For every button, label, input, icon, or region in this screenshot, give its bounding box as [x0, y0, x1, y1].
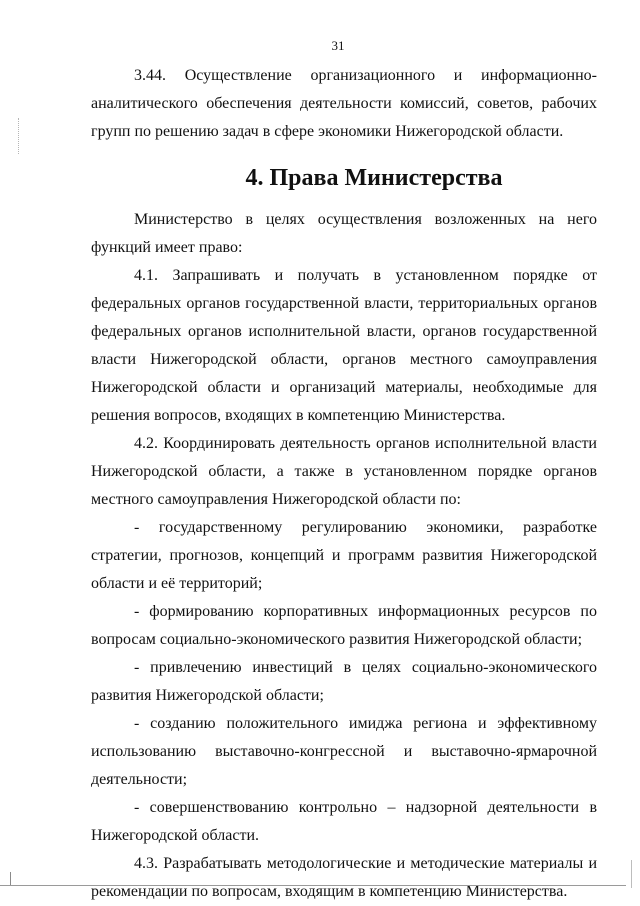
- scan-artifact-right-edge: [631, 860, 632, 888]
- paragraph-4-2: 4.2. Координировать деятельность органов исполнительной власти Нижегородской области, а также в установленном порядке органов местного самоуправления Нижегородской области по:: [91, 435, 597, 508]
- paragraph-3-44: 3.44. Осуществление организационного и информационно-аналитического обеспечения деятельности комиссий, советов, рабочих групп по решению задач в сфере экономики Нижегородской области.: [91, 67, 597, 140]
- subitem-economy-regulation: - государственному регулированию экономики, разработке стратегии, прогнозов, концепций и программ развития Нижегородской области и её территорий;: [91, 519, 597, 592]
- section-lead: Министерство в целях осуществления возложенных на него функций имеет право:: [91, 211, 597, 256]
- page-number: 31: [331, 38, 345, 53]
- paragraph-4-1: 4.1. Запрашивать и получать в установленном порядке от федеральных органов государственной власти, территориальных органов федеральных органов исполнительной власти, органов государственной власти Нижегородской области, органов местного самоуправления Нижегородской области и организаций материалы, необходимые для решения вопросов, входящих в компетенцию Министерства.: [91, 267, 597, 424]
- scan-artifact-bottom-line: [0, 885, 626, 886]
- subitem-control-supervision: - совершенствованию контрольно – надзорной деятельности в Нижегородской области.: [91, 799, 597, 844]
- scan-artifact-left: [18, 118, 20, 154]
- document-body: [91, 62, 597, 906]
- scan-artifact-bottom-tick: [10, 872, 11, 886]
- subitem-region-image: - созданию положительного имиджа региона и эффективному использованию выставочно-конгрессной и выставочно-ярмарочной деятельности;: [91, 715, 597, 788]
- subitem-investment: - привлечению инвестиций в целях социально-экономического развития Нижегородской области;: [91, 659, 597, 704]
- section-heading: 4. Права Министерства: [245, 165, 503, 191]
- paragraph-4-3: 4.3. Разрабатывать методологические и методические материалы и рекомендации по вопросам, входящим в компетенцию Министерства.: [91, 855, 597, 900]
- subitem-info-resources: - формированию корпоративных информационных ресурсов по вопросам социально-экономического развития Нижегородской области;: [91, 603, 597, 648]
